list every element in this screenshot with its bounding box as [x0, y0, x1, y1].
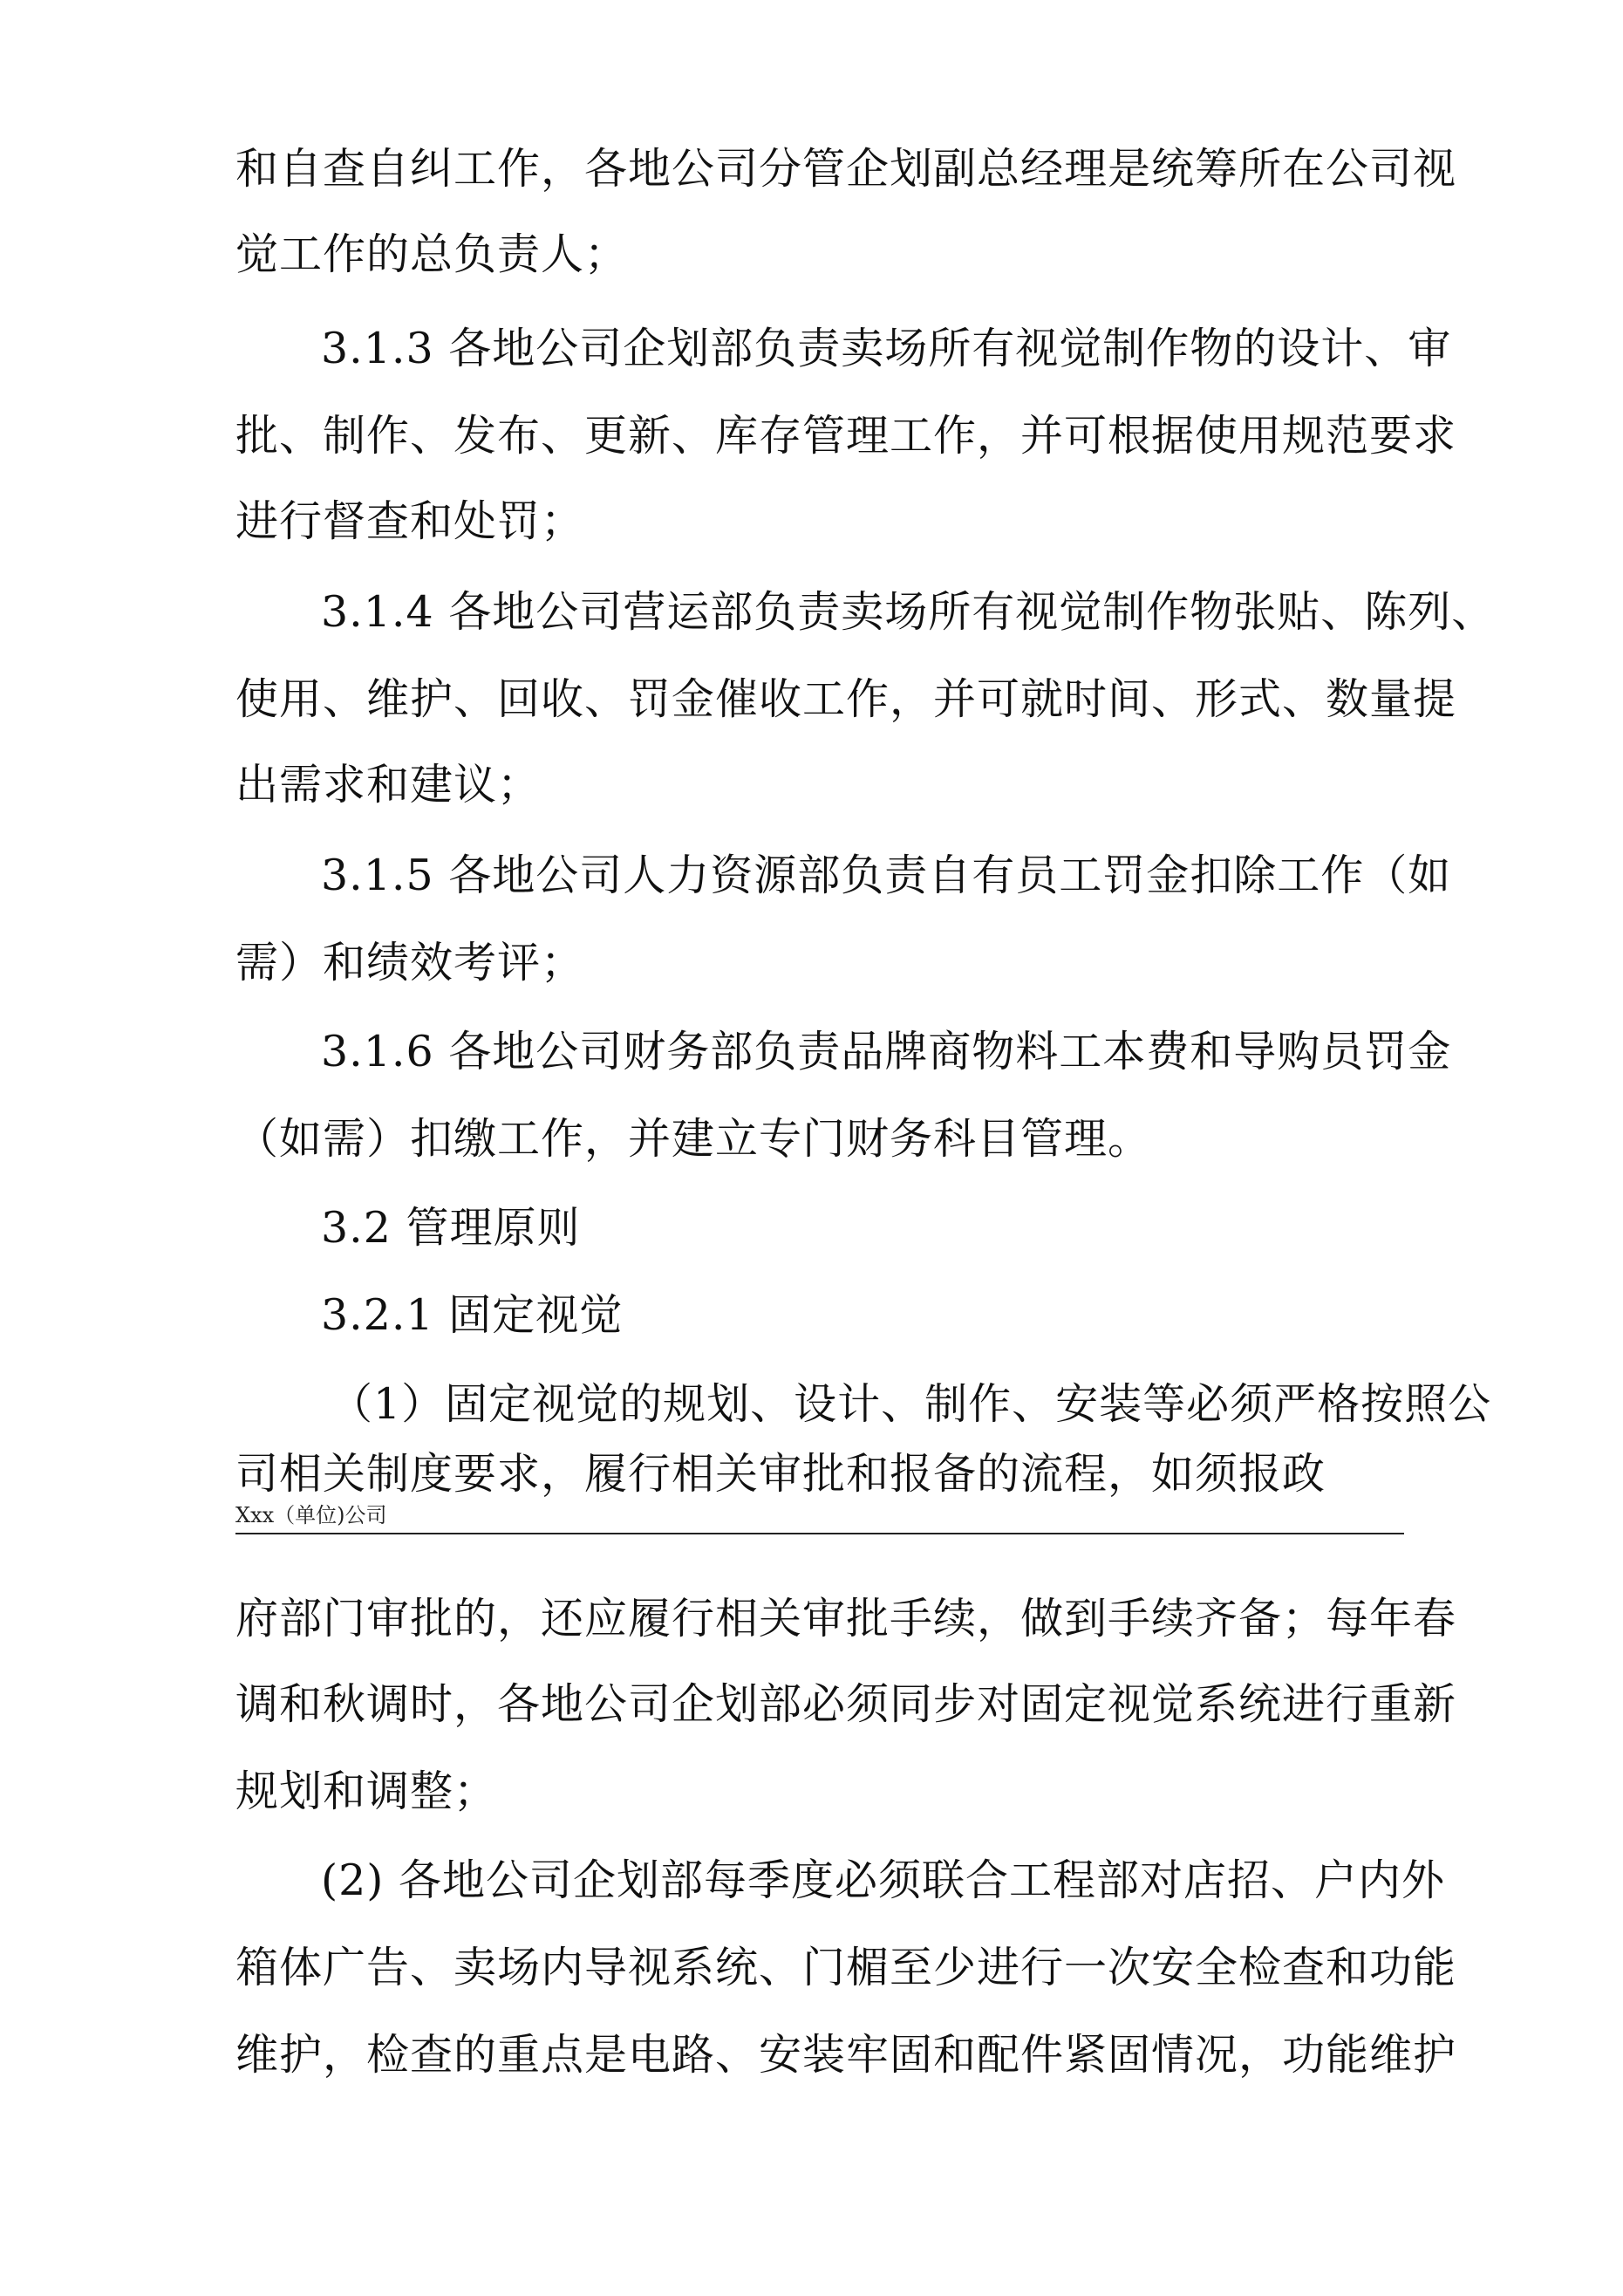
paragraph-line: 箱体广告、卖场内导视系统、门楣至少进行一次安全检查和功能	[235, 1943, 1457, 1992]
paragraph-line: （如需）扣缴工作，并建立专门财务科目管理。	[235, 1114, 1152, 1164]
paragraph-line: 出需求和建议；	[235, 760, 542, 810]
paragraph-line: 3.1.4 各地公司营运部负责卖场所有视觉制作物张贴、陈列、	[321, 587, 1496, 637]
paragraph-line: （1）固定视觉的规划、设计、制作、安装等必须严格按照公	[330, 1379, 1492, 1429]
footer-divider	[235, 1533, 1404, 1534]
paragraph-line: 维护，检查的重点是电路、安装牢固和配件紧固情况，功能维护	[235, 2030, 1457, 2080]
paragraph-line: 使用、维护、回收、罚金催收工作，并可就时间、形式、数量提	[235, 674, 1457, 724]
subsection-heading: 3.2.1 固定视觉	[321, 1290, 624, 1340]
paragraph-line: 3.1.6 各地公司财务部负责品牌商物料工本费和导购员罚金	[321, 1027, 1452, 1076]
paragraph-line: 3.1.5 各地公司人力资源部负责自有员工罚金扣除工作（如	[321, 851, 1452, 900]
section-heading: 3.2 管理原则	[321, 1203, 581, 1253]
paragraph-line: 批、制作、发布、更新、库存管理工作，并可根据使用规范要求	[235, 411, 1457, 461]
paragraph-line: 府部门审批的，还应履行相关审批手续，做到手续齐备；每年春	[235, 1594, 1457, 1643]
paragraph-line: 规划和调整；	[235, 1766, 498, 1816]
paragraph-line: 3.1.3 各地公司企划部负责卖场所有视觉制作物的设计、审	[321, 324, 1452, 373]
page-footer-label: Xxx（单位)公司	[235, 1503, 387, 1527]
paragraph-line: 进行督查和处罚；	[235, 496, 585, 546]
paragraph-line: 司相关制度要求，履行相关审批和报备的流程，如须报政	[235, 1449, 1326, 1499]
paragraph-line: 需）和绩效考评；	[235, 938, 585, 987]
paragraph-line: (2) 各地公司企划部每季度必须联合工程部对店招、户内外	[321, 1855, 1445, 1905]
paragraph-line: 调和秋调时，各地公司企划部必须同步对固定视觉系统进行重新	[235, 1679, 1457, 1729]
paragraph-line: 觉工作的总负责人；	[235, 229, 629, 279]
paragraph-line: 和自查自纠工作，各地公司分管企划副总经理是统筹所在公司视	[235, 144, 1457, 194]
